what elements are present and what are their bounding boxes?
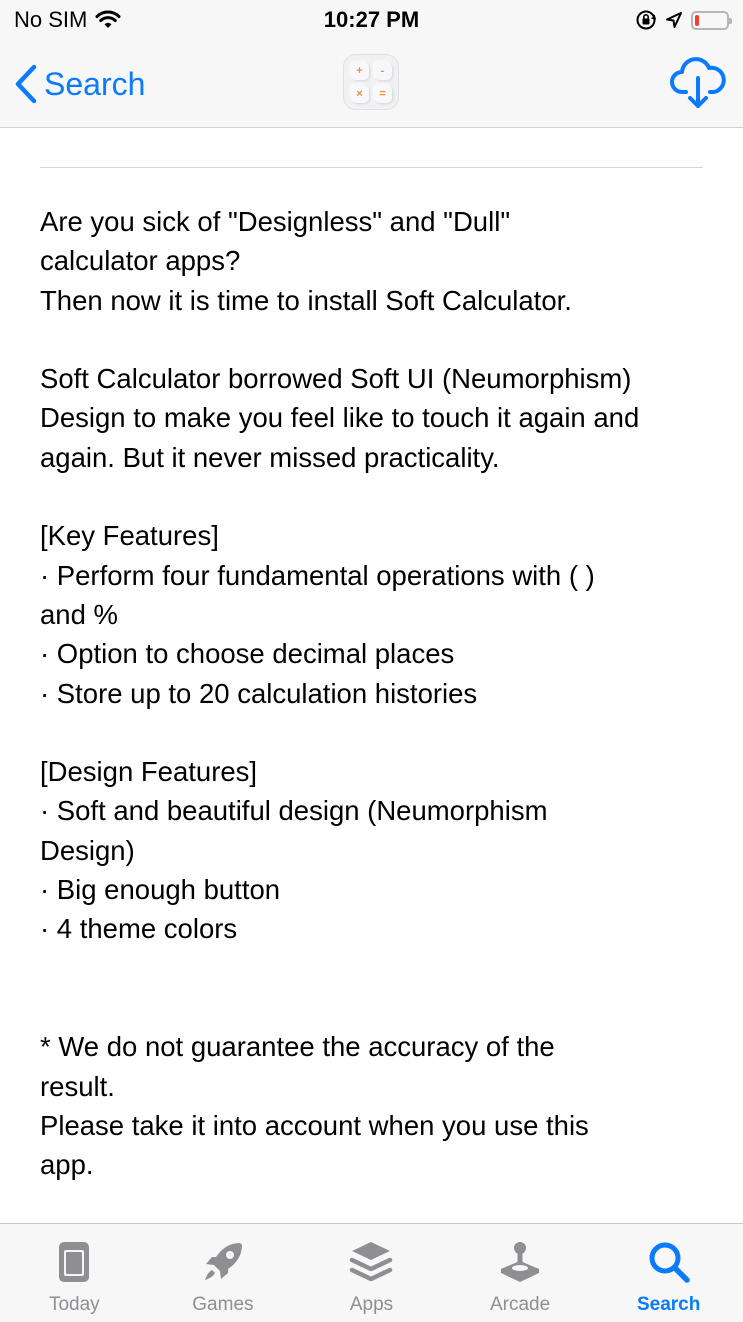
rocket-icon bbox=[200, 1239, 246, 1285]
description-blank-line bbox=[40, 713, 710, 752]
app-icon-plus: + bbox=[351, 62, 369, 80]
cloud-download-icon bbox=[669, 56, 727, 112]
description-blank-line bbox=[40, 320, 710, 359]
tab-search[interactable] bbox=[594, 1224, 743, 1322]
orientation-lock-icon bbox=[635, 9, 657, 31]
battery-icon bbox=[691, 11, 729, 30]
description-line: * We do not guarantee the accuracy of the bbox=[40, 1031, 555, 1063]
tab-today[interactable] bbox=[0, 1224, 149, 1322]
description-blank-line bbox=[40, 477, 710, 516]
app-icon-times: × bbox=[351, 85, 369, 103]
status-bar bbox=[0, 0, 743, 40]
description-line: · Store up to 20 calculation histories bbox=[40, 677, 478, 709]
tab-apps-label: Apps bbox=[349, 1294, 394, 1315]
tab-games-label: Games bbox=[192, 1294, 254, 1315]
today-icon bbox=[51, 1239, 97, 1285]
app-icon[interactable] bbox=[343, 54, 399, 110]
tab-bar bbox=[0, 1223, 743, 1322]
status-right bbox=[635, 9, 729, 31]
status-time: 10:27 PM bbox=[323, 7, 420, 32]
tab-today-label: Today bbox=[48, 1294, 100, 1315]
tab-apps[interactable] bbox=[297, 1224, 446, 1322]
description-line: Design to make you feel like to touch it again and bbox=[40, 402, 640, 434]
description-line: · Option to choose decimal places bbox=[40, 638, 455, 670]
back-label: Search bbox=[44, 65, 146, 102]
description-line: again. But it never missed practicality. bbox=[40, 441, 500, 473]
description-line: Please take it into account when you use this bbox=[40, 1109, 589, 1141]
description-line: · 4 theme colors bbox=[40, 913, 238, 945]
carrier-label: No SIM bbox=[14, 7, 88, 32]
download-button[interactable] bbox=[669, 56, 727, 112]
joystick-icon bbox=[497, 1239, 543, 1285]
description-line: calculator apps? bbox=[40, 245, 241, 277]
description-line: · Perform four fundamental operations with ( ) bbox=[40, 559, 595, 591]
description-line: · Big enough button bbox=[40, 874, 281, 906]
battery-level bbox=[695, 15, 699, 26]
tab-arcade[interactable] bbox=[446, 1224, 595, 1322]
description-line: and % bbox=[40, 598, 118, 630]
section-divider bbox=[40, 167, 703, 168]
tab-games[interactable] bbox=[149, 1224, 298, 1322]
description-line: [Design Features] bbox=[40, 756, 258, 788]
description-line: [Key Features] bbox=[40, 520, 219, 552]
description-line: result. bbox=[40, 1070, 115, 1102]
app-icon-equals: = bbox=[374, 85, 392, 103]
nav-bar bbox=[0, 40, 743, 128]
description-line: Then now it is time to install Soft Calculator. bbox=[40, 284, 572, 316]
location-arrow-icon bbox=[665, 11, 683, 29]
search-icon bbox=[646, 1239, 692, 1285]
tab-arcade-label: Arcade bbox=[489, 1294, 551, 1315]
chevron-left-icon bbox=[14, 64, 38, 104]
description-blank-line bbox=[40, 949, 710, 988]
description-blank-line bbox=[40, 988, 710, 1027]
description-line: Design) bbox=[40, 834, 135, 866]
tab-search-label: Search bbox=[636, 1294, 701, 1315]
description-line: · Soft and beautiful design (Neumorphism bbox=[40, 795, 548, 827]
description-line: Soft Calculator borrowed Soft UI (Neumorphism) bbox=[40, 363, 632, 395]
description-line: app. bbox=[40, 1149, 94, 1181]
app-description bbox=[40, 202, 710, 1184]
back-button[interactable] bbox=[14, 62, 145, 106]
description-section bbox=[0, 129, 743, 1223]
app-icon-minus: - bbox=[374, 62, 392, 80]
description-line: Are you sick of "Designless" and "Dull" bbox=[40, 206, 511, 237]
apps-stack-icon bbox=[348, 1239, 394, 1285]
